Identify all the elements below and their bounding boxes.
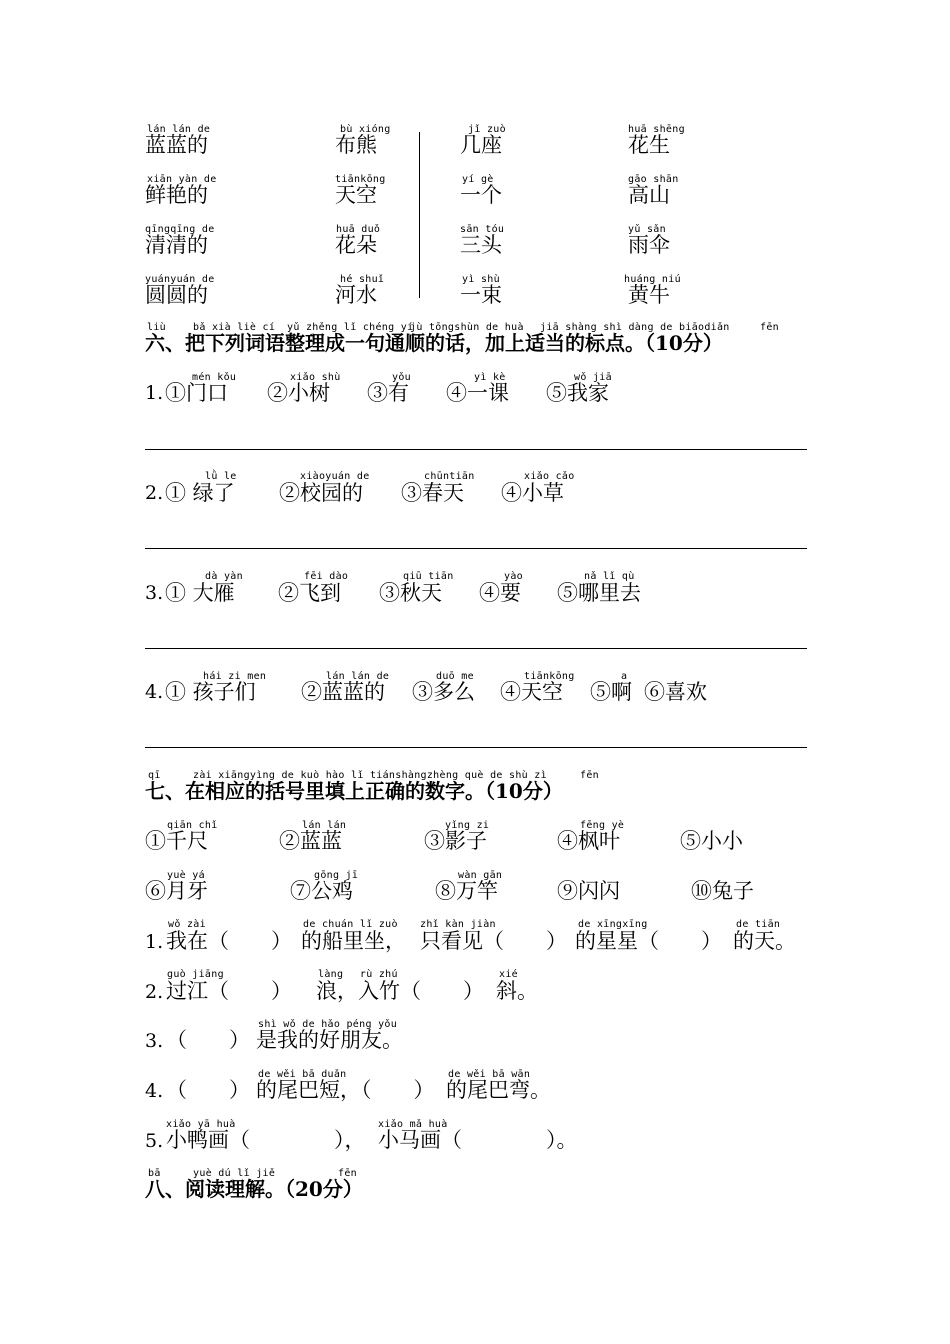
number-option: ④枫叶 <box>557 829 620 853</box>
pinyin: wǒ jiā <box>574 372 612 383</box>
match-word: 清清的 <box>145 233 208 257</box>
question-number: 3. <box>145 1030 164 1052</box>
pinyin: zài xiāngyìng de kuò hào lǐ tiánshàngzhèng què de shù zì <box>193 770 547 781</box>
pinyin: xiǎo yā huà <box>166 1119 236 1130</box>
pinyin: de wěi bā wān <box>448 1069 531 1080</box>
match-word: 黄牛 <box>628 283 670 307</box>
match-word: 天空 <box>335 183 377 207</box>
fill-text: 的尾巴弯。 <box>446 1078 551 1102</box>
word-option: ④要 <box>479 581 521 605</box>
pinyin: fēn <box>338 1168 357 1179</box>
pinyin: xiǎo shù <box>290 372 341 383</box>
pinyin: a <box>621 671 628 682</box>
pinyin: yuányuán de <box>145 274 215 285</box>
word-option: ④一课 <box>446 381 509 405</box>
question-number: 1. <box>145 931 164 953</box>
pinyin: yào <box>504 571 523 582</box>
word-option: ③秋天 <box>379 581 442 605</box>
pinyin: tiānkōng <box>335 174 386 185</box>
pinyin: hái zi men <box>203 671 267 682</box>
fill-text[interactable]: 的星星（ ） <box>575 929 722 953</box>
pinyin: wǒ zài <box>168 919 206 930</box>
fill-text: 斜。 <box>496 979 538 1003</box>
section-heading: 八、阅读理解。（20分） <box>145 1177 363 1201</box>
divider-line <box>419 132 420 298</box>
fill-text[interactable]: 我在（ ） <box>166 929 292 953</box>
match-word: 高山 <box>628 183 670 207</box>
match-word: 蓝蓝的 <box>145 133 208 157</box>
pinyin: xié <box>499 969 518 980</box>
pinyin: sān tóu <box>460 224 505 235</box>
pinyin: duō me <box>436 671 474 682</box>
word-option: ②飞到 <box>278 581 341 605</box>
fill-text[interactable]: （ ） <box>166 1028 250 1052</box>
section-heading: 六、把下列词语整理成一句通顺的话，加上适当的标点。（10分） <box>145 331 723 355</box>
fill-text[interactable]: 过江（ ） <box>166 979 292 1003</box>
match-word: 圆圆的 <box>145 283 208 307</box>
number-option: ⑦公鸡 <box>290 879 353 903</box>
match-word: 一束 <box>460 283 502 307</box>
fill-text[interactable]: 只看见（ ） <box>420 929 567 953</box>
word-option: ①门口 <box>165 381 228 405</box>
pinyin: huā shēng <box>628 124 685 135</box>
pinyin: yǒu <box>392 372 411 383</box>
fill-text: 是我的好朋友。 <box>256 1028 403 1052</box>
pinyin: fēng yè <box>580 820 625 831</box>
pinyin: yǔ zhěng lǐ chéng yí <box>287 322 414 333</box>
match-word: 三头 <box>460 233 502 257</box>
pinyin: de xīngxīng <box>578 919 648 930</box>
match-word: 花朵 <box>335 233 377 257</box>
number-option: ⑤小小 <box>680 829 743 853</box>
question-number: 4. <box>145 1080 164 1102</box>
pinyin: chūntiān <box>424 471 475 482</box>
number-option: ②蓝蓝 <box>279 829 342 853</box>
section-heading: 七、在相应的括号里填上正确的数字。（10分） <box>145 779 563 803</box>
match-word: 花生 <box>628 133 670 157</box>
pinyin: yì shù <box>462 274 500 285</box>
fill-text: 的天。 <box>733 929 796 953</box>
question-number: 2. <box>145 981 164 1003</box>
word-option: ④天空 <box>500 680 563 704</box>
pinyin: zhǐ kàn jiàn <box>420 919 496 930</box>
pinyin: xiǎo cǎo <box>524 471 575 482</box>
pinyin: bā <box>148 1168 161 1179</box>
number-option: ⑥月牙 <box>145 879 208 903</box>
pinyin: yǔ sǎn <box>628 224 666 235</box>
word-option: ②蓝蓝的 <box>301 680 385 704</box>
pinyin: liù <box>147 322 166 333</box>
word-option: ① 孩子们 <box>165 680 256 704</box>
pinyin: fēn <box>580 770 599 781</box>
match-word: 河水 <box>335 283 377 307</box>
question-number: 1. <box>145 382 164 404</box>
pinyin: qīngqīng de <box>145 224 215 235</box>
answer-line[interactable] <box>145 449 807 450</box>
word-option: ⑥喜欢 <box>644 680 707 704</box>
match-word: 雨伞 <box>628 233 670 257</box>
pinyin: xiàoyuán de <box>300 471 370 482</box>
answer-line[interactable] <box>145 548 807 549</box>
pinyin: gōng jī <box>314 870 359 881</box>
pinyin: mén kǒu <box>192 372 237 383</box>
question-number: 4. <box>145 681 164 703</box>
pinyin: tiānkōng <box>524 671 575 682</box>
word-option: ⑤哪里去 <box>557 581 641 605</box>
word-option: ④小草 <box>501 481 564 505</box>
pinyin: jù tōngshùn de huà <box>410 322 524 333</box>
pinyin: jǐ zuò <box>468 124 506 135</box>
question-number: 5. <box>145 1130 164 1152</box>
fill-text[interactable]: 的尾巴短，（ ） <box>256 1078 435 1102</box>
fill-text[interactable]: 小马画（ ）。 <box>378 1128 578 1152</box>
number-option: ⑧万竿 <box>435 879 498 903</box>
number-option: ③影子 <box>424 829 487 853</box>
pinyin: lǜ le <box>205 471 237 482</box>
fill-text[interactable]: 小鸭画（ ）， <box>166 1128 366 1152</box>
pinyin: fēi dào <box>304 571 349 582</box>
pinyin: dà yàn <box>205 571 243 582</box>
word-option: ③有 <box>367 381 409 405</box>
pinyin: yǐng zi <box>445 820 490 831</box>
fill-text: 的船里坐， <box>301 929 406 953</box>
pinyin: de chuán lǐ zuò <box>303 919 398 930</box>
match-word: 几座 <box>460 133 502 157</box>
pinyin: fēn <box>760 322 779 333</box>
word-option: ① 大雁 <box>165 581 235 605</box>
pinyin: bù xióng <box>340 124 391 135</box>
pinyin: jiā shàng shì dàng de biāodiǎn <box>540 322 730 333</box>
pinyin: yuè yá <box>167 870 205 881</box>
pinyin: yuè dú lǐ jiě <box>193 1168 276 1179</box>
pinyin: huā duǒ <box>336 224 381 235</box>
pinyin: qī <box>148 770 161 781</box>
fill-text[interactable]: 浪，入竹（ ） <box>316 979 484 1003</box>
pinyin: bǎ xià liè cí <box>193 322 276 333</box>
pinyin: qiān chǐ <box>167 820 218 831</box>
number-option: ⑩兔子 <box>691 879 754 903</box>
pinyin: làng rù zhú <box>318 969 398 980</box>
pinyin: de wěi bā duǎn <box>258 1069 347 1080</box>
pinyin: nǎ lǐ qù <box>584 571 635 582</box>
pinyin: hé shuǐ <box>340 274 385 285</box>
match-word: 鲜艳的 <box>145 183 208 207</box>
match-word: 一个 <box>460 183 502 207</box>
number-option: ⑨闪闪 <box>557 879 620 903</box>
word-option: ②小树 <box>267 381 330 405</box>
word-option: ③春天 <box>401 481 464 505</box>
word-option: ⑤啊 <box>590 680 632 704</box>
pinyin: xiān yàn de <box>147 174 217 185</box>
match-word: 布熊 <box>335 133 377 157</box>
pinyin: de tiān <box>736 919 781 930</box>
number-option: ①千尺 <box>145 829 208 853</box>
pinyin: gāo shān <box>628 174 679 185</box>
pinyin: wàn gān <box>458 870 503 881</box>
pinyin: yí gè <box>462 174 494 185</box>
answer-line[interactable] <box>145 747 807 748</box>
fill-text[interactable]: （ ） <box>166 1078 250 1102</box>
pinyin: guò jiāng <box>167 969 224 980</box>
pinyin: lán lán <box>302 820 347 831</box>
pinyin: lán lán de <box>326 671 390 682</box>
pinyin: yì kè <box>474 372 506 383</box>
word-option: ②校园的 <box>279 481 363 505</box>
word-option: ⑤我家 <box>546 381 609 405</box>
pinyin: qiū tiān <box>403 571 454 582</box>
question-number: 3. <box>145 582 164 604</box>
pinyin: huáng niú <box>624 274 681 285</box>
pinyin: xiǎo mǎ huà <box>378 1119 448 1130</box>
pinyin: shì wǒ de hǎo péng yǒu <box>258 1019 398 1030</box>
word-option: ③多么 <box>412 680 475 704</box>
answer-line[interactable] <box>145 648 807 649</box>
word-option: ① 绿了 <box>165 481 235 505</box>
question-number: 2. <box>145 482 164 504</box>
pinyin: lán lán de <box>147 124 211 135</box>
